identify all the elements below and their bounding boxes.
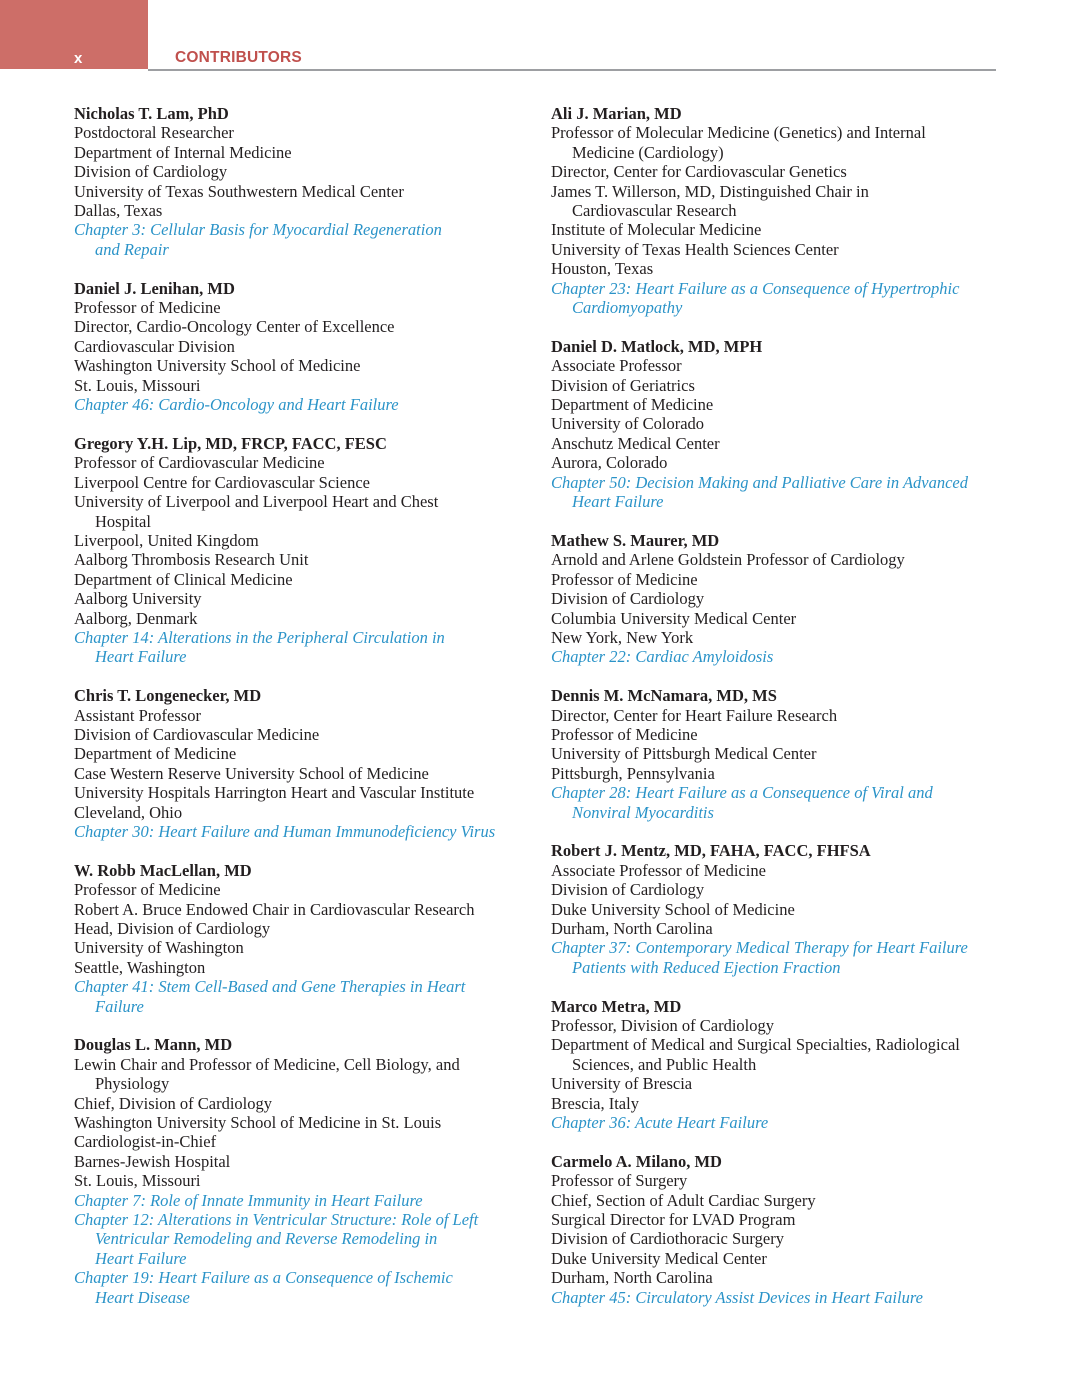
affiliation-line: Anschutz Medical Center [551,433,720,453]
affiliation-line: Professor of Surgery [551,1171,688,1191]
affiliation-line: Seattle, Washington [74,957,206,977]
chapter-link[interactable]: Chapter 37: Contemporary Medical Therapy for Heart Failure [551,938,968,958]
affiliation-line: James T. Willerson, MD, Distinguished Chair in [551,181,869,201]
contributor-entry [551,997,996,1133]
contributor-name: Robert J. Mentz, MD, FAHA, FACC, FHFSA [551,841,871,861]
chapter-link[interactable]: Chapter 7: Role of Innate Immunity in Heart Failure [74,1190,423,1210]
affiliation-line: Cardiovascular Research [572,201,737,221]
affiliation-line: Robert A. Bruce Endowed Chair in Cardiovascular Research [74,899,475,919]
contributor-entry [551,686,996,822]
affiliation-line: Division of Cardiovascular Medicine [74,724,320,744]
affiliation-line: Assistant Professor [74,705,201,725]
chapter-link[interactable]: Chapter 41: Stem Cell-Based and Gene Therapies in Heart [74,977,466,997]
contributor-name: Mathew S. Maurer, MD [551,530,720,550]
affiliation-line: Sciences, and Public Health [572,1054,757,1074]
affiliation-line: Department of Internal Medicine [74,142,292,162]
affiliation-line: Liverpool Centre for Cardiovascular Science [74,472,370,492]
chapter-link[interactable]: Chapter 22: Cardiac Amyloidosis [551,647,774,667]
affiliation-line: St. Louis, Missouri [74,375,201,395]
affiliation-line: Aurora, Colorado [551,453,668,473]
chapter-link[interactable]: Heart Failure [95,647,187,667]
contributor-entry [74,104,524,259]
contributor-name: Daniel D. Matlock, MD, MPH [551,336,763,356]
chapter-link[interactable]: Cardiomyopathy [572,298,683,318]
affiliation-line: Case Western Reserve University School of Medicine [74,763,429,783]
affiliation-line: Brescia, Italy [551,1093,639,1113]
affiliation-line: Division of Cardiology [551,589,705,609]
affiliation-line: Aalborg University [74,589,202,609]
affiliation-line: Director, Cardio-Oncology Center of Excellence [74,317,395,337]
affiliation-line: Duke University Medical Center [551,1248,767,1268]
affiliation-line: Associate Professor of Medicine [551,860,766,880]
contributor-entry [551,104,996,317]
chapter-link[interactable]: and Repair [95,239,169,259]
left-column [74,104,524,1327]
affiliation-line: Chief, Division of Cardiology [74,1093,272,1113]
chapter-link[interactable]: Chapter 12: Alterations in Ventricular Structure: Role of Left [74,1210,479,1230]
affiliation-line: Surgical Director for LVAD Program [551,1210,796,1230]
affiliation-line: Cardiologist-in-Chief [74,1132,217,1152]
affiliation-line: Cleveland, Ohio [74,802,183,822]
affiliation-line: Professor of Medicine [551,569,698,589]
chapter-link[interactable]: Heart Disease [95,1287,190,1307]
affiliation-line: Medicine (Cardiology) [572,142,724,162]
affiliation-line: Professor of Medicine [551,724,698,744]
affiliation-line: Washington University School of Medicine in St. Louis [74,1113,442,1133]
chapter-link[interactable]: Chapter 3: Cellular Basis for Myocardial Regeneration [74,220,442,240]
affiliation-line: Division of Cardiology [74,162,228,182]
affiliation-line: University of Pittsburgh Medical Center [551,744,817,764]
contributor-name: Nicholas T. Lam, PhD [74,104,229,123]
chapter-link[interactable]: Chapter 46: Cardio-Oncology and Heart Failure [74,395,399,415]
contributor-name: W. Robb MacLellan, MD [74,860,252,880]
contributor-entry [74,1035,524,1307]
affiliation-line: Director, Center for Cardiovascular Genetics [551,162,847,182]
affiliation-line: Professor, Division of Cardiology [551,1016,774,1036]
affiliation-line: Department of Clinical Medicine [74,569,293,589]
affiliation-line: Institute of Molecular Medicine [551,220,762,240]
contributor-entry [74,434,524,667]
affiliation-line: Professor of Cardiovascular Medicine [74,453,325,473]
affiliation-line: Cardiovascular Division [74,336,235,356]
affiliation-line: Aalborg Thrombosis Research Unit [74,550,309,570]
contributor-name: Carmelo A. Milano, MD [551,1151,722,1171]
contributor-entry [551,337,996,512]
affiliation-line: Director, Center for Heart Failure Research [551,705,838,725]
chapter-link[interactable]: Ventricular Remodeling and Reverse Remodeling in [95,1229,438,1249]
affiliation-line: Liverpool, United Kingdom [74,530,259,550]
affiliation-line: University of Colorado [551,414,705,434]
contributor-name: Gregory Y.H. Lip, MD, FRCP, FACC, FESC [74,433,387,453]
affiliation-line: Head, Division of Cardiology [74,919,271,938]
contributor-entry [74,861,524,1016]
affiliation-line: Chief, Section of Adult Cardiac Surgery [551,1190,816,1210]
chapter-link[interactable]: Chapter 30: Heart Failure and Human Immunodeficiency Virus [74,821,496,841]
affiliation-line: Pittsburgh, Pennsylvania [551,763,715,783]
chapter-link[interactable]: Chapter 28: Heart Failure as a Consequence of Viral and [551,783,933,803]
affiliation-line: University of Texas Health Sciences Center [551,239,839,259]
contributor-name: Dennis M. McNamara, MD, MS [551,686,777,706]
contributor-name: Chris T. Longenecker, MD [74,686,262,706]
affiliation-line: University of Brescia [551,1074,693,1094]
affiliation-line: Washington University School of Medicine [74,356,361,376]
chapter-link[interactable]: Nonviral Myocarditis [572,802,714,822]
affiliation-line: Lewin Chair and Professor of Medicine, Cell Biology, and [74,1054,460,1074]
affiliation-line: Dallas, Texas [74,201,163,221]
affiliation-line: New York, New York [551,627,694,647]
affiliation-line: Professor of Medicine [74,298,221,318]
page-number: x [74,50,83,67]
contributor-entry [551,531,996,667]
chapter-link[interactable]: Chapter 19: Heart Failure as a Consequence of Ischemic [74,1268,453,1288]
affiliation-line: Professor of Molecular Medicine (Genetics) and Internal [551,123,926,143]
chapter-link[interactable]: Patients with Reduced Ejection Fraction [572,957,841,977]
affiliation-line: University of Washington [74,938,244,958]
affiliation-line: Associate Professor [551,356,682,376]
contributor-entry [551,1152,996,1307]
affiliation-line: Houston, Texas [551,259,654,279]
affiliation-line: Physiology [95,1074,170,1094]
section-title: CONTRIBUTORS [175,49,302,66]
affiliation-line: Professor of Medicine [74,880,221,900]
right-column [551,104,996,1326]
chapter-link[interactable]: Chapter 36: Acute Heart Failure [551,1113,769,1133]
contributor-name: Daniel J. Lenihan, MD [74,278,235,298]
chapter-link[interactable]: Chapter 45: Circulatory Assist Devices in Heart Failure [551,1287,923,1307]
affiliation-line: Division of Geriatrics [551,375,695,395]
contributor-name: Ali J. Marian, MD [551,104,682,123]
affiliation-line: St. Louis, Missouri [74,1171,201,1191]
affiliation-line: Division of Cardiothoracic Surgery [551,1229,784,1249]
affiliation-line: Department of Medicine [551,395,714,415]
contributor-name: Douglas L. Mann, MD [74,1035,233,1055]
chapter-link[interactable]: Failure [95,996,144,1016]
contributor-entry [74,686,524,841]
chapter-link[interactable]: Chapter 50: Decision Making and Palliative Care in Advanced [551,472,969,492]
affiliation-line: Postdoctoral Researcher [74,123,234,143]
affiliation-line: Durham, North Carolina [551,1268,713,1288]
chapter-link[interactable]: Chapter 23: Heart Failure as a Consequence of Hypertrophic [551,278,960,298]
affiliation-line: Durham, North Carolina [551,919,713,938]
affiliation-line: Aalborg, Denmark [74,608,198,628]
chapter-link[interactable]: Chapter 14: Alterations in the Peripheral Circulation in [74,627,445,647]
affiliation-line: Barnes-Jewish Hospital [74,1151,231,1171]
contributor-entry [74,279,524,415]
affiliation-line: Department of Medical and Surgical Specialties, Radiological [551,1035,960,1055]
affiliation-line: University Hospitals Harrington Heart and Vascular Institute [74,783,475,803]
header-rule [148,69,996,71]
affiliation-line: University of Texas Southwestern Medical Center [74,181,404,201]
affiliation-line: University of Liverpool and Liverpool Heart and Chest [74,492,439,512]
affiliation-line: Department of Medicine [74,744,237,764]
affiliation-line: Arnold and Arlene Goldstein Professor of Cardiology [551,550,905,570]
chapter-link[interactable]: Heart Failure [572,492,664,512]
affiliation-line: Duke University School of Medicine [551,899,795,919]
contributor-name: Marco Metra, MD [551,996,682,1016]
affiliation-line: Columbia University Medical Center [551,608,797,628]
affiliation-line: Division of Cardiology [551,880,705,900]
chapter-link[interactable]: Heart Failure [95,1248,187,1268]
affiliation-line: Hospital [95,511,151,531]
contributor-entry [551,841,996,977]
